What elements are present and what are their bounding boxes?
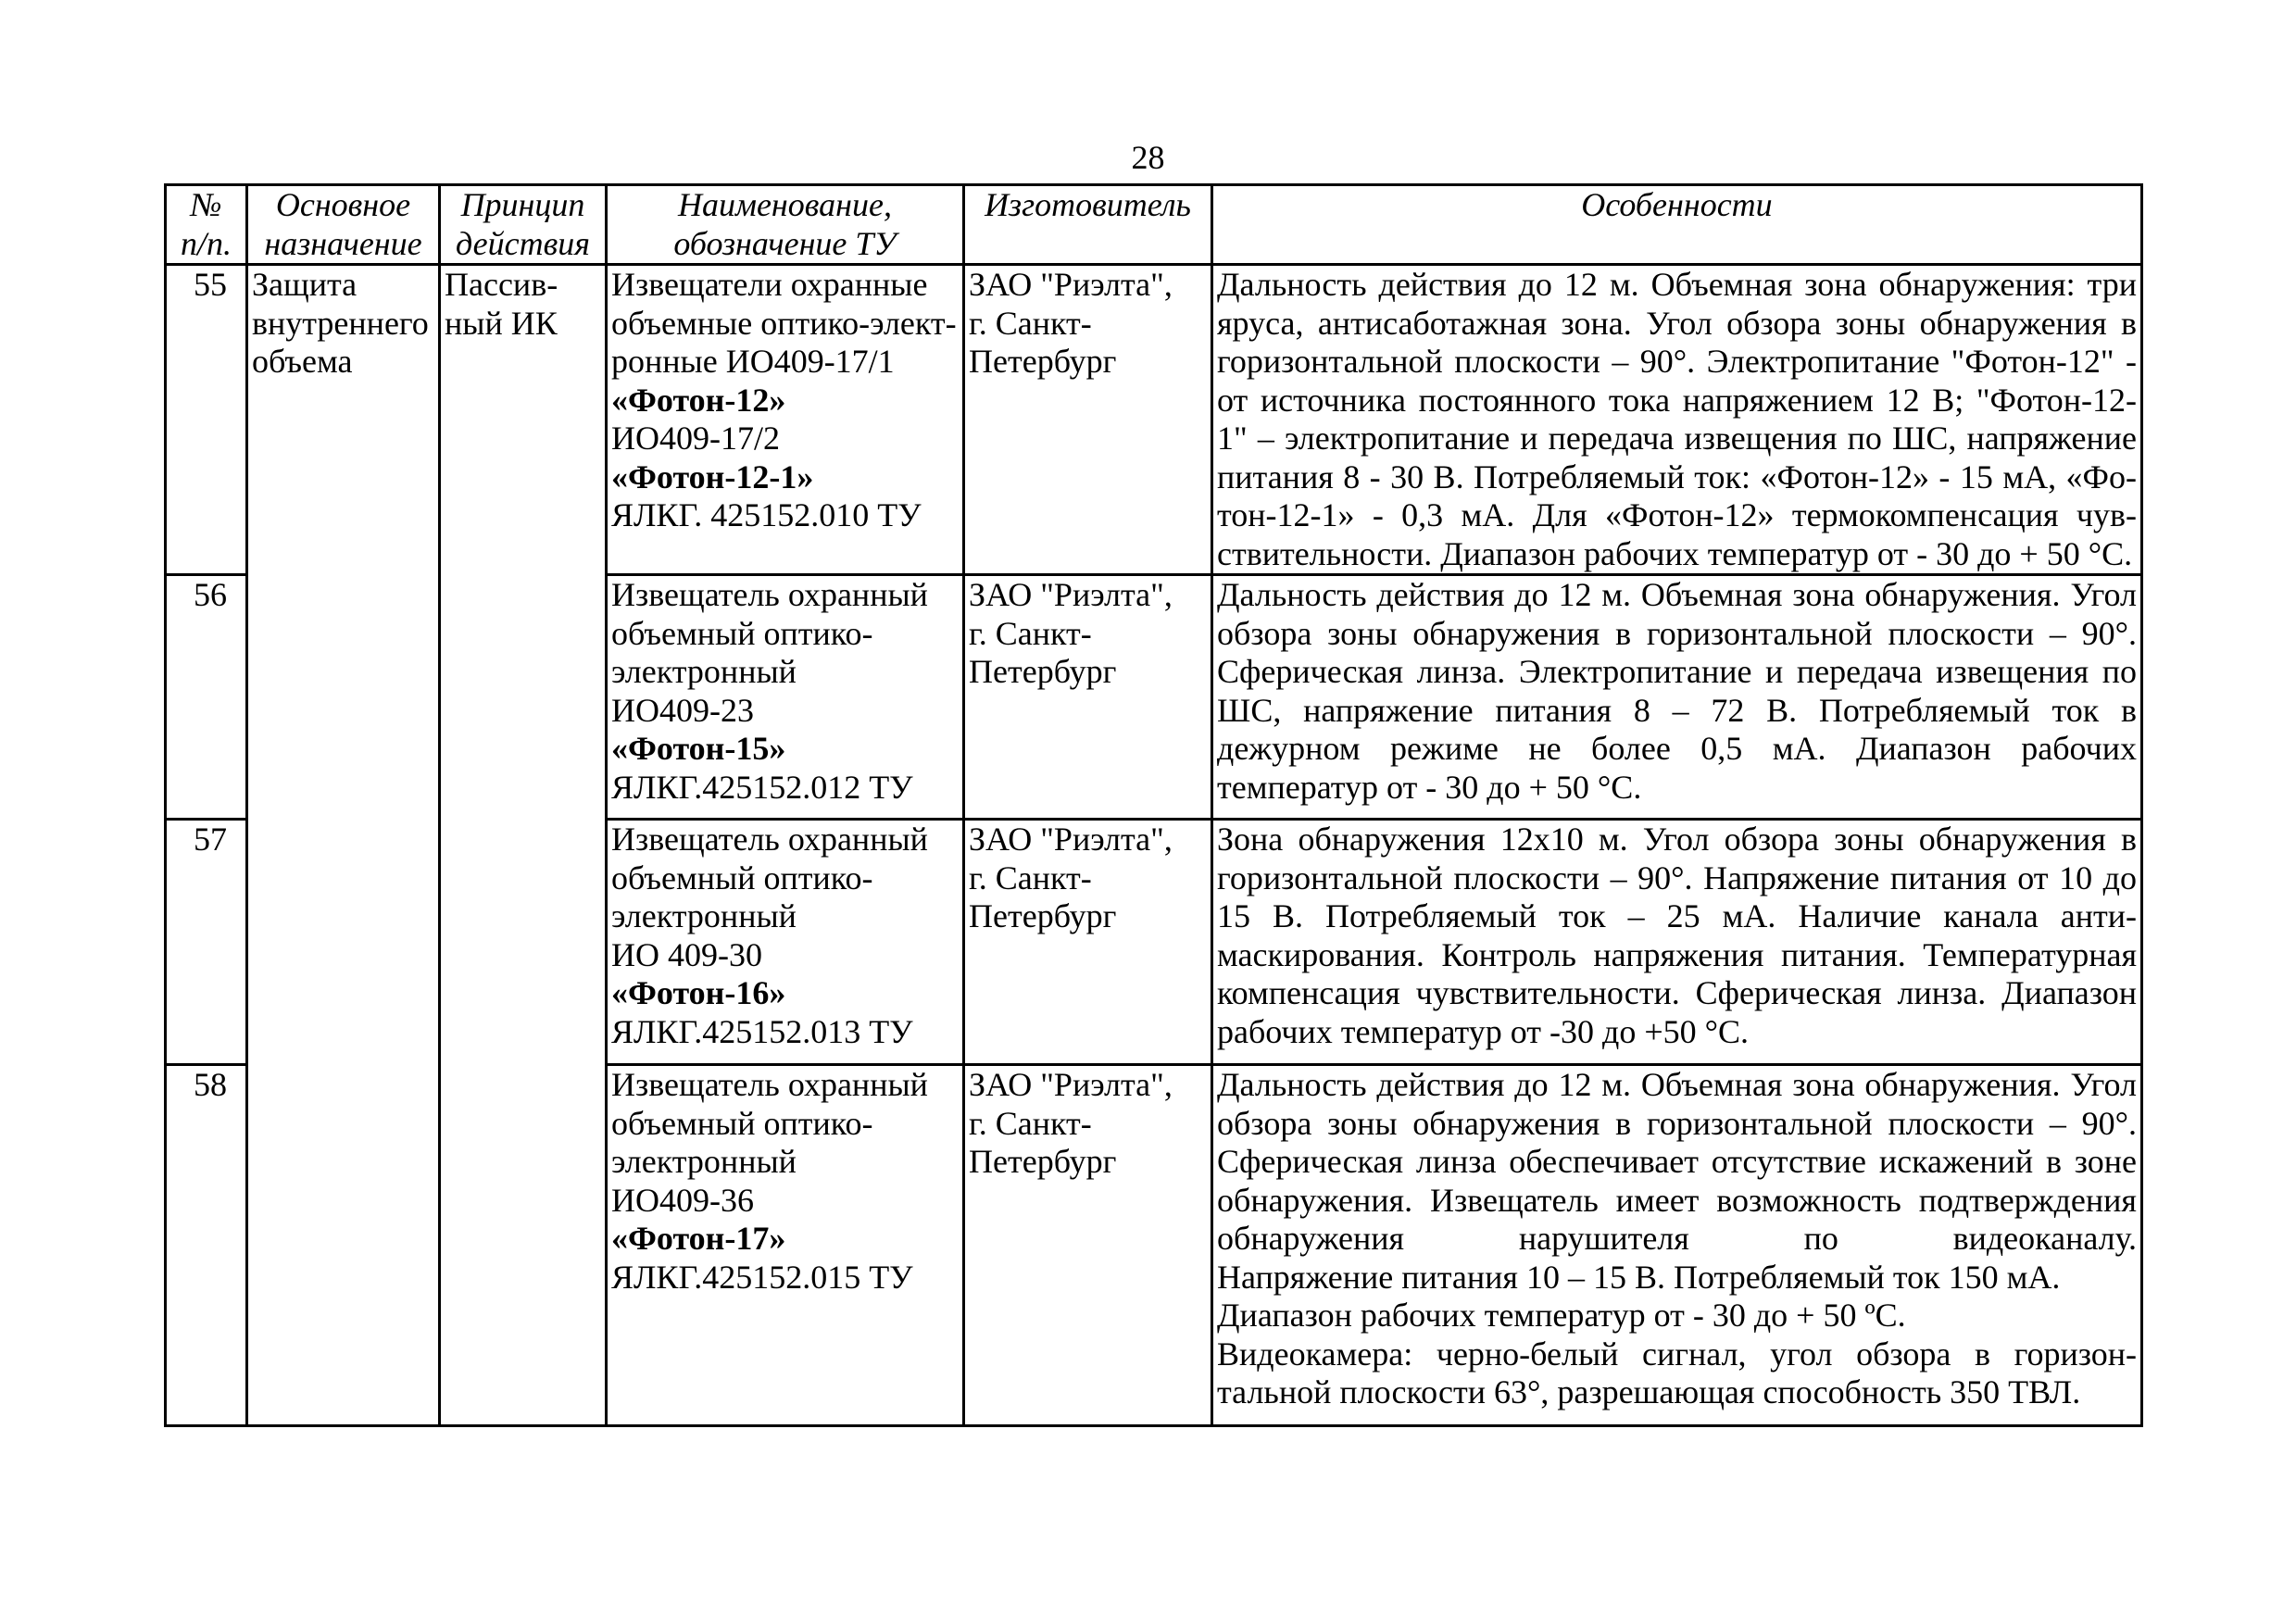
principle-cell: Пассив- ный ИК [440,265,607,1426]
header-name: Наименование, обозначение ТУ [607,185,964,265]
device-model: «Фотон-15» [611,730,786,767]
device-model: «Фотон-16» [611,974,786,1011]
device-name-cell: Извещатель охранный объемный оптико- электронный ИО409-23 «Фотон-15» ЯЛКГ.425152.012 ТУ [607,575,964,820]
maker-cell: ЗАО "Риэлта", г. Санкт- Петербург [964,820,1212,1065]
row-number: 58 [166,1065,247,1426]
maker-cell: ЗАО "Риэлта", г. Санкт- Петербург [964,575,1212,820]
device-model: «Фотон-12-1» [611,458,814,495]
features-cell: Дальность действия до 12 м. Объемная зона обнаружения: три яруса, антисаботажная зона. Угол обзора зоны обнаружения в горизонтальной плоскости – 90°. Электропитание "Фотон-12" - от источника постоянного тока напряжением 12 В; "Фотон-12-1" – электропитание и передача извещения по ШС, напряжение питания 8 - 30 В. Потребляемый ток: «Фотон-12» - 15 мА, «Фотон-12-1» - 0,3 мА. Для «Фотон-12» термокомпенсация чувствительности. Диапазон рабочих температур от - 30 до + 50 °С. [1212,265,2142,575]
header-maker: Изготовитель [964,185,1212,265]
maker-cell: ЗАО "Риэлта", г. Санкт- Петербург [964,265,1212,575]
device-model: «Фотон-12» [611,381,786,419]
device-model: «Фотон-17» [611,1220,786,1257]
header-purpose: Основное назначение [247,185,440,265]
header-principle: Принцип действия [440,185,607,265]
header-num: № п/п. [166,185,247,265]
features-text: Диапазон рабочих температур от - 30 до + 50 ºС. [1217,1297,1906,1334]
row-number: 55 [166,265,247,575]
header-features: Особенности [1212,185,2142,265]
features-cell: Зона обнаружения 12х10 м. Угол обзора зоны обнаружения в горизонтальной плоскости – 90°. Напряжение питания от 10 до 15 В. Потребляемый ток – 25 мА. Наличие канала антимаскирования. Контроль напряжения питания. Температурная компенсация чувствительности. Сферическая линза. Диапазон рабочих температур от -30 до +50 °С. [1212,820,2142,1065]
purpose-cell: Защита внутреннего объема [247,265,440,1426]
device-name-cell: Извещатели охранные объемные оптико-элект- ронные ИО409-17/1 «Фотон-12» ИО409-17/2 «Фотон-12-1» ЯЛКГ. 425152.010 ТУ [607,265,964,575]
features-text: Напряжение питания 10 – 15 В. Потребляемый ток 150 мА. [1217,1258,2061,1296]
features-text: Видеокамера: черно-белый сигнал, угол обзора в горизонтальной плоскости 63°, разрешающая способность 350 ТВЛ. [1217,1335,2137,1410]
devices-table [164,183,2143,1427]
row-number: 57 [166,820,247,1065]
features-cell [1212,1065,2142,1426]
table-header-row [166,185,2142,265]
features-cell: Дальность действия до 12 м. Объемная зона обнаружения. Угол обзора зоны обнаружения в горизонтальной плоскости – 90°. Сферическая линза. Электропитание и передача извещения по ШС, напряжение питания 8 – 72 В. Потребляемый ток в дежурном режиме не более 0,5 мА. Диапазон рабочих температур от - 30 до + 50 °С. [1212,575,2142,820]
maker-cell: ЗАО "Риэлта", г. Санкт- Петербург [964,1065,1212,1426]
page-number: 28 [1131,139,1165,176]
features-text: Дальность действия до 12 м. Объемная зона обнаружения. Угол обзора зоны обнаружения в горизонтальной плоскости – 90°. Сферическая линза обеспечивает отсутствие искажений в зоне обнаружения. Извещатель имеет возможность подтверждения обнаружения нарушителя по видеоканалу. [1217,1066,2137,1257]
device-name-cell: Извещатель охранный объемный оптико- электронный ИО409-36 «Фотон-17» ЯЛКГ.425152.015 ТУ [607,1065,964,1426]
row-number: 56 [166,575,247,820]
table-row [166,265,2142,575]
device-name-cell: Извещатель охранный объемный оптико- электронный ИО 409-30 «Фотон-16» ЯЛКГ.425152.013 ТУ [607,820,964,1065]
